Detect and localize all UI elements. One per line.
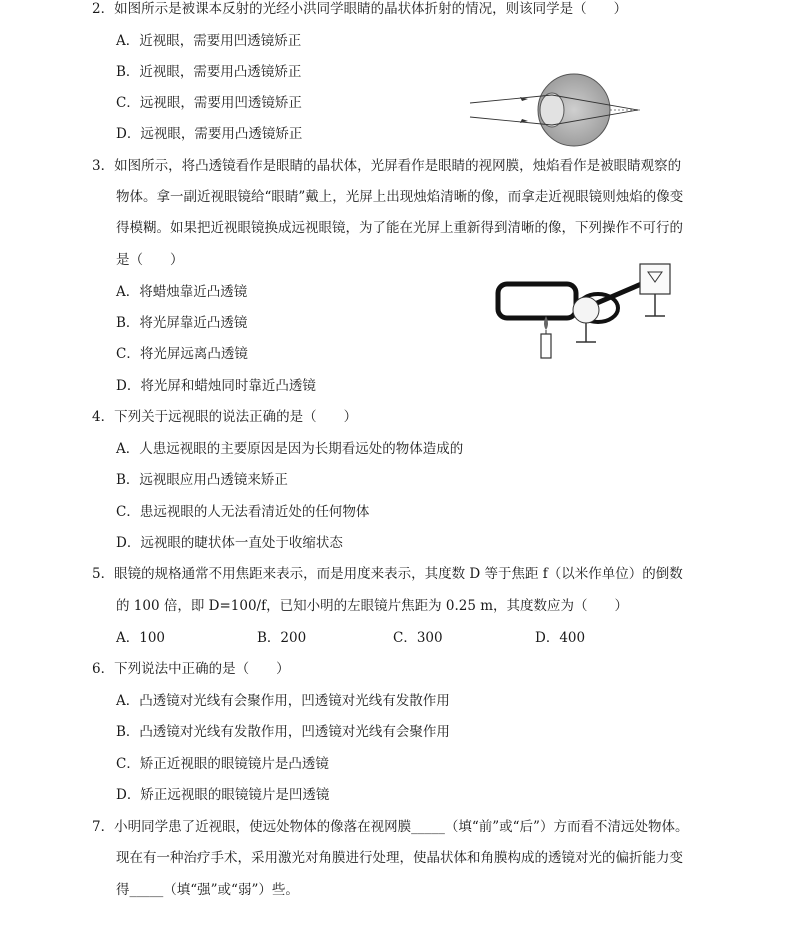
glasses-lens-screen-diagram (490, 262, 686, 362)
question-4-option-c: C．患远视眼的人无法看清近处的任何物体 (116, 504, 370, 520)
question-2-option-b: B．近视眼，需要用凸透镜矫正 (116, 64, 302, 80)
light-screen (640, 264, 670, 294)
question-6-option-d: D．矫正远视眼的眼镜镜片是凹透镜 (116, 787, 330, 803)
question-5-option-c: C．300 (393, 630, 443, 646)
question-4-option-a: A．人患远视眼的主要原因是因为长期看远处的物体造成的 (116, 441, 464, 457)
question-7-stem-line-2: 现在有一种治疗手术，采用激光对角膜进行处理，使晶状体和角膜构成的透镜对光的偏折能力变 (116, 850, 683, 866)
question-2-option-c: C．远视眼，需要用凹透镜矫正 (116, 95, 302, 111)
question-3-option-a: A．将蜡烛靠近凸透镜 (116, 284, 248, 300)
question-3-option-b: B．将光屏靠近凸透镜 (116, 315, 248, 331)
glasses-left-lens-frame (498, 284, 576, 318)
question-5-options-row (116, 629, 616, 647)
question-5-option-a: A．100 (116, 630, 166, 646)
question-6-stem: 6．下列说法中正确的是（ ） (92, 661, 290, 677)
question-5-stem-line-2: 的 100 倍，即 D=100/f，已知小明的左眼镜片焦距为 0.25 m，其度数应为（ ） (116, 598, 629, 614)
candle-body (541, 334, 551, 358)
question-4-stem: 4．下列关于远视眼的说法正确的是（ ） (92, 409, 358, 425)
question-3-option-c: C．将光屏远离凸透镜 (116, 346, 248, 362)
question-4-option-d: D．远视眼的睫状体一直处于收缩状态 (116, 535, 343, 551)
question-2-option-d: D．远视眼，需要用凸透镜矫正 (116, 126, 303, 142)
question-3-option-d: D．将光屏和蜡烛同时靠近凸透镜 (116, 378, 316, 394)
question-2-option-a: A．近视眼，需要用凹透镜矫正 (116, 33, 302, 49)
question-3-stem-line-3: 得模糊。如果把近视眼镜换成远视眼镜，为了能在光屏上重新得到清晰的像，下列操作不可行的 (116, 220, 683, 236)
question-3-stem-line-4: 是（ ） (116, 252, 184, 268)
question-4-option-b: B．远视眼应用凸透镜来矫正 (116, 472, 288, 488)
question-2-stem: 2．如图所示是被课本反射的光经小洪同学眼睛的晶状体折射的情况，则该同学是（ ） (92, 1, 628, 17)
question-6-option-c: C．矫正近视眼的眼镜镜片是凸透镜 (116, 756, 329, 772)
convex-lens-shape (573, 297, 599, 323)
question-3-stem-line-2: 物体。拿一副近视眼镜给“眼睛”戴上，光屏上出现烛焰清晰的像，而拿走近视眼镜则烛焰的像变 (116, 189, 684, 205)
question-5-option-b: B．200 (257, 630, 307, 646)
question-6-option-a: A．凸透镜对光线有会聚作用，凹透镜对光线有发散作用 (116, 693, 450, 709)
question-7-stem-line-1: 7．小明同学患了近视眼，使远处物体的像落在视网膜_____（填“前”或“后”）方而看不清远处物体。 (92, 819, 689, 835)
question-3-stem-line-1: 3．如图所示，将凸透镜看作是眼睛的晶状体，光屏看作是眼睛的视网膜，烛焰看作是被眼睛观察的 (92, 158, 682, 174)
question-6-option-b: B．凸透镜对光线有发散作用，凹透镜对光线有会聚作用 (116, 724, 450, 740)
question-7-stem-line-3: 得_____（填“强”或“弱”）些。 (116, 882, 299, 898)
question-5-option-d: D．400 (535, 630, 586, 646)
crystalline-lens-shape (540, 93, 564, 127)
eye-lens-diagram (468, 70, 644, 150)
question-5-stem-line-1: 5．眼镜的规格通常不用焦距来表示，而是用度来表示，其度数 D 等于焦距 f（以米作单位）的倒数 (92, 566, 683, 582)
